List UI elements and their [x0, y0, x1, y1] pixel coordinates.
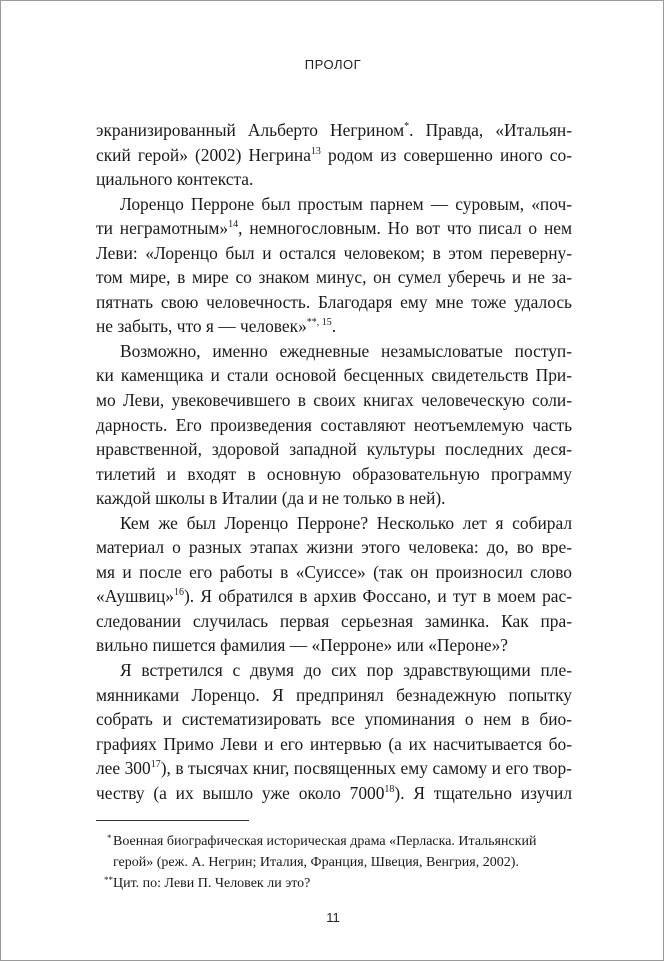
text-line [96, 584, 572, 609]
text-line [96, 732, 572, 757]
footnotes [104, 831, 573, 894]
text-segment: мя и после его работы в «Суиссе» (так он произносил слово [96, 561, 572, 582]
text-segment: тилетий и входят в основную образовательную программу [96, 463, 572, 484]
text-line [96, 486, 572, 511]
footnote-mark: ** [104, 875, 113, 885]
footnote-reference: 16 [174, 587, 184, 599]
text-line [96, 118, 572, 143]
footnote-mark: * [107, 833, 112, 843]
body-text [96, 118, 572, 805]
footnote-divider [96, 820, 249, 821]
footnote-text: Военная биографическая историческая драма «Перласка. Итальянский герой» (реж. А. Негрин; Италия, Франция, Швеция, Венгрия, 2002). [113, 834, 537, 870]
text-segment: «Аушвиц» [96, 586, 174, 607]
text-line [96, 167, 572, 192]
text-line [96, 363, 572, 388]
text-line [96, 413, 572, 438]
text-segment: вильно пишется фамилия — «Перроне» или «Пероне»? [96, 635, 509, 656]
text-segment: материал о разных этапах жизни этого человека: до, во вре- [96, 537, 572, 558]
text-segment: Возможно, именно ежедневные незамысловатые поступ- [120, 340, 572, 361]
footnote-reference: 14 [228, 219, 239, 231]
footnote-reference: * [404, 121, 410, 132]
text-line [96, 143, 572, 168]
text-segment: родом из совершенно иного со- [320, 144, 572, 165]
text-segment: ти неграмотным» [96, 218, 229, 239]
text-segment: ), в тысячах книг, посвященных ему самому и его твор- [160, 758, 572, 779]
text-segment: циального контекста. [96, 169, 254, 190]
text-segment: ). Я обратился в архив Фоссано, и тут в моем рас- [184, 586, 572, 607]
text-line [96, 633, 572, 658]
text-segment: мянниками Лоренцо. Я предпринял безнадежную попытку [96, 684, 572, 705]
text-segment: Лоренцо Перроне был простым парнем — суровым, «поч- [120, 193, 572, 214]
text-segment: . Правда, «Итальян- [409, 120, 572, 140]
text-segment: ). Я тщательно изучил [394, 782, 572, 803]
text-segment: каждой школы в Италии (да и не только в ней). [96, 488, 446, 509]
text-segment: Леви: «Лоренцо был и остался человеком; в этом переверну- [96, 242, 572, 263]
running-header: ПРОЛОГ [304, 57, 362, 72]
text-line [96, 339, 572, 364]
text-line [96, 437, 572, 462]
text-segment: нравственной, здоровой западной культуры последних деся- [96, 439, 572, 460]
footnote-text: Цит. по: Леви П. Человек ли это? [113, 876, 311, 891]
text-segment: ский герой» (2002) Негрина [96, 144, 311, 165]
text-segment: экранизированный Альберто Негрином [96, 120, 405, 140]
text-line [96, 707, 572, 732]
text-line [96, 265, 572, 290]
text-segment: честву (а их вышло уже около 7000 [96, 782, 385, 803]
text-line [96, 683, 572, 708]
text-line [96, 560, 572, 585]
text-segment: , немногословным. Но вот что писал о нем [238, 218, 572, 239]
text-segment: не забыть, что я — человек» [96, 316, 307, 337]
text-segment: Я встретился с двумя до сих пор здравствующими пле- [120, 660, 572, 681]
text-segment: следовании случилась первая серьезная заминка. Как пра- [96, 610, 572, 631]
text-line [96, 756, 572, 781]
text-segment: мо Леви, увековечившего в своих книгах человеческую соли- [96, 390, 572, 411]
text-line [96, 388, 572, 413]
text-line [96, 290, 572, 315]
text-line [96, 314, 572, 339]
text-line [96, 658, 572, 683]
text-segment: том мире, в мире со знаком минус, он сумел уберечь и не за- [96, 267, 572, 288]
text-segment: ки каменщика и стали основой бесценных свидетельств При- [96, 365, 572, 386]
footnote-reference: 18 [384, 783, 395, 795]
text-line [96, 462, 572, 487]
text-line [96, 781, 572, 806]
text-segment: лее 300 [96, 758, 151, 779]
text-segment: пятнать свою человечность. Благодаря ему мне тоже удалось [96, 291, 572, 312]
text-line [96, 535, 572, 560]
text-segment: графиях Примо Леви и его интервью (а их насчитывается бо- [96, 733, 572, 754]
text-segment: . [331, 316, 337, 337]
footnote [107, 831, 573, 873]
footnote [104, 873, 573, 894]
footnote-reference: 17 [150, 759, 161, 771]
footnote-reference: **, 15 [306, 317, 332, 329]
text-line [96, 511, 572, 536]
text-segment: Кем же был Лоренцо Перроне? Несколько лет я собирал [120, 512, 572, 533]
text-line [96, 192, 572, 217]
text-segment: дарность. Его произведения составляют неотъемлемую часть [96, 414, 572, 435]
text-line [96, 609, 572, 634]
text-line [96, 216, 572, 241]
text-segment: собрать и систематизировать все упоминания о нем в био- [96, 709, 572, 730]
footnote-reference: 13 [310, 145, 321, 157]
page-number: 11 [326, 910, 340, 925]
text-line [96, 241, 572, 266]
